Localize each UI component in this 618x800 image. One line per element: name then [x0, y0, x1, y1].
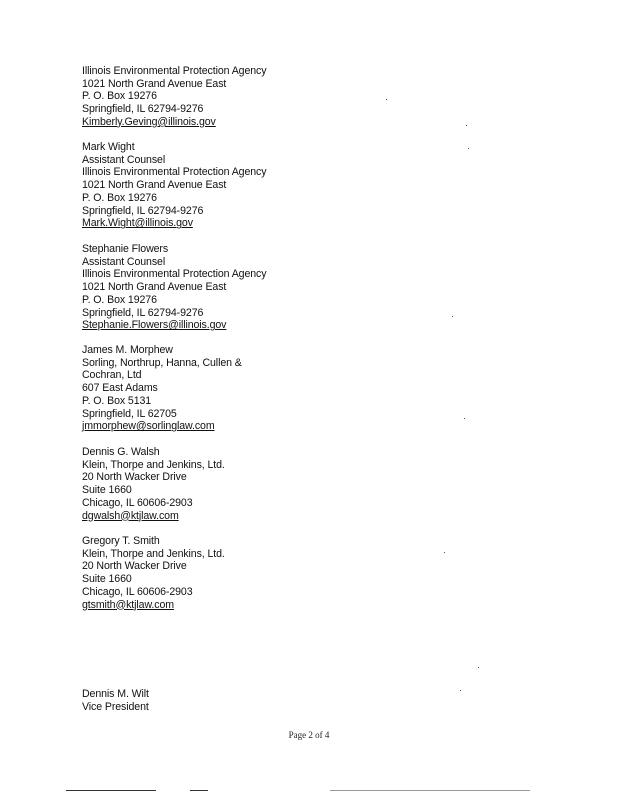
email-link[interactable]: jmmorphew@sorlinglaw.com: [82, 420, 215, 433]
contact-line: 20 North Wacker Drive: [82, 471, 187, 484]
contact-block: [82, 535, 225, 611]
scan-speck: [452, 316, 453, 317]
contact-line: Cochran, Ltd: [82, 369, 142, 382]
contact-line: Klein, Thorpe and Jenkins, Ltd.: [82, 547, 225, 560]
signature-block: [82, 688, 149, 713]
signature-title: Vice President: [82, 700, 149, 713]
contact-line: Springfield, IL 62705: [82, 407, 177, 420]
contact-line: P. O. Box 5131: [82, 394, 152, 407]
contact-name: James M. Morphew: [82, 344, 173, 356]
contact-title: Assistant Counsel: [82, 153, 166, 166]
contact-line: 1021 North Grand Avenue East: [82, 77, 227, 90]
contact-line: 1021 North Grand Avenue East: [82, 179, 227, 192]
email-link[interactable]: Kimberly.Geving@illinois.gov: [82, 115, 216, 128]
scan-line: [190, 790, 208, 791]
contact-line: Chicago, IL 60606-2903: [82, 496, 193, 509]
scan-speck: [386, 99, 387, 100]
scan-speck: [444, 552, 445, 553]
contact-block: [82, 141, 266, 230]
contact-block: [82, 65, 266, 129]
email-link[interactable]: dgwalsh@ktjlaw.com: [82, 509, 179, 522]
contact-block: [82, 344, 242, 433]
contact-line: Springfield, IL 62794-9276: [82, 306, 204, 319]
contact-line: Springfield, IL 62794-9276: [82, 204, 204, 217]
page-number: Page 2 of 4: [288, 730, 330, 740]
contact-line: P. O. Box 19276: [82, 293, 157, 306]
contact-line: Illinois Environmental Protection Agency: [82, 268, 267, 281]
signature-name: Dennis M. Wilt: [82, 688, 149, 700]
scan-speck: [460, 690, 461, 691]
contact-title: Assistant Counsel: [82, 255, 166, 268]
contact-line: Klein, Thorpe and Jenkins, Ltd.: [82, 458, 225, 471]
contact-line: Suite 1660: [82, 573, 132, 586]
scan-line: [330, 790, 530, 791]
contact-name: Dennis G. Walsh: [82, 446, 160, 458]
contact-block: [82, 446, 225, 522]
scan-speck: [466, 125, 467, 126]
contact-block: [82, 243, 266, 332]
email-link[interactable]: Mark.Wight@illinois.gov: [82, 217, 193, 230]
contact-line: 1021 North Grand Avenue East: [82, 281, 227, 294]
scan-line: [66, 790, 156, 791]
contact-line: Suite 1660: [82, 484, 132, 497]
contact-line: Springfield, IL 62794-9276: [82, 103, 204, 116]
contact-name: Stephanie Flowers: [82, 243, 169, 255]
scan-speck: [464, 418, 465, 419]
contact-line: P. O. Box 19276: [82, 191, 157, 204]
contact-name: Gregory T. Smith: [82, 535, 160, 547]
contact-line: Sorling, Northrup, Hanna, Cullen &: [82, 356, 242, 369]
email-link[interactable]: Stephanie.Flowers@illinois.gov: [82, 319, 227, 332]
contact-line: Illinois Environmental Protection Agency: [82, 65, 267, 77]
contact-line: 607 East Adams: [82, 382, 158, 395]
contact-name: Mark Wight: [82, 141, 135, 153]
scan-speck: [478, 667, 479, 668]
contact-line: Chicago, IL 60606-2903: [82, 585, 193, 598]
scan-speck: [468, 148, 469, 149]
contact-line: 20 North Wacker Drive: [82, 560, 187, 573]
contact-line: Illinois Environmental Protection Agency: [82, 166, 267, 179]
email-link[interactable]: gtsmith@ktjlaw.com: [82, 598, 174, 611]
contact-line: P. O. Box 19276: [82, 90, 157, 103]
